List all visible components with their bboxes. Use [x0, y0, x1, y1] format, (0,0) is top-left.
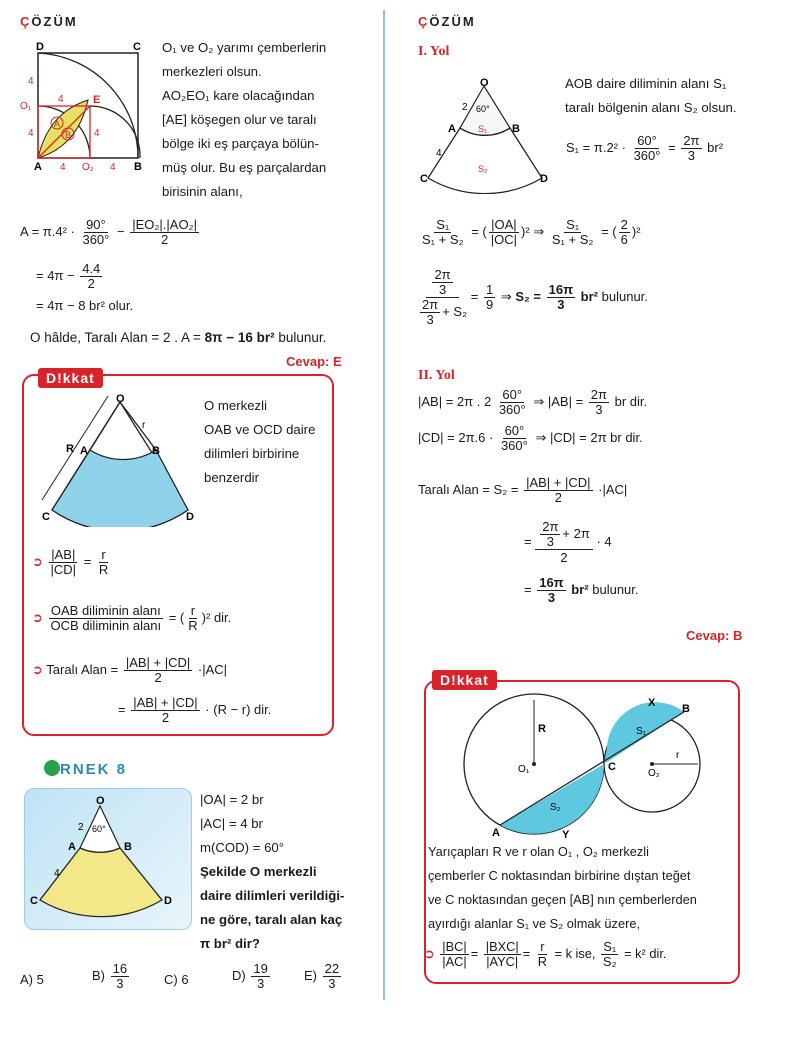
answer-option-e[interactable]	[304, 962, 343, 991]
option-label: E)	[304, 967, 317, 983]
circ-x: X	[648, 697, 656, 709]
frac-den: |CD|	[50, 562, 77, 577]
tarali-formula-2: = $\frac{2\pi}{3}$ + 2π 2 · 4	[524, 519, 612, 565]
fraction	[547, 283, 575, 312]
dik3-rest: ·|AC|	[197, 661, 228, 677]
frac-num: |AB| + |CD|	[125, 655, 191, 670]
bullet-arrow-icon: ➲	[32, 553, 43, 569]
s1-eq: S₁ = π.2² ·	[566, 139, 630, 155]
ab-lhs: |AB| = 2π . 2	[418, 393, 492, 409]
frac-den: 360°	[633, 148, 661, 163]
circ-s1: S₁	[636, 726, 647, 737]
frac-num: 2π	[422, 297, 439, 312]
frac-den: 2	[554, 490, 562, 505]
bullet-arrow-icon: ➲	[32, 609, 43, 625]
frac-num: |AB|	[51, 547, 76, 562]
ex-fig-o: O	[96, 795, 105, 807]
dik-fig-a: A	[80, 445, 88, 457]
frac-den: 3	[328, 976, 336, 991]
frac-den: 3	[116, 976, 124, 991]
fraction	[537, 576, 565, 605]
conclusion	[30, 330, 326, 345]
fig1-label-d: D	[36, 41, 44, 53]
frac-num: r	[101, 547, 106, 562]
square-semicircle-figure	[18, 38, 153, 173]
fig1-label-a: A	[34, 161, 42, 173]
frac-num: 90°	[86, 217, 106, 232]
compound-fraction	[418, 268, 467, 327]
answer-option-b[interactable]	[92, 962, 131, 991]
dikkat-tag-right: D!kkat	[432, 670, 497, 690]
fig1-label-e: E	[93, 94, 101, 106]
frac-den: 3	[547, 590, 556, 605]
frac-num: r	[540, 939, 545, 954]
fig1-label-c: C	[133, 41, 141, 53]
frac-den: S₁ + S₂	[551, 232, 594, 247]
fraction	[251, 962, 269, 991]
dikkat-tag-left: D!kkat	[38, 368, 103, 388]
method1-line: taralı bölgenin alanı S₂ olsun.	[565, 100, 737, 115]
ab-lhs2: |AB| =	[547, 393, 584, 409]
dik-fig-d: D	[186, 511, 194, 523]
ratio-formula-1: $\frac{\text{S₁}}{\text{S₁ + S₂}}$ = ( $\frac{|OA|}{|OC|}$ )² ⇒ $\frac{\text{S₁}}{\text{S₁ + S₂}}$ = ( $\frac{2}{6}$ )²	[422, 217, 641, 247]
fraction	[550, 218, 596, 247]
fraction	[681, 134, 701, 163]
s-fig-c: C	[420, 173, 428, 185]
sector-figure-dikkat	[38, 392, 208, 527]
frac-den: R	[188, 618, 198, 633]
cd-rest: |CD| = 2π br dir.	[550, 429, 643, 445]
implies-arrow: ⇒	[533, 223, 545, 239]
frac-den: R	[98, 562, 109, 577]
fraction	[497, 388, 528, 417]
circ-c: C	[608, 761, 616, 773]
dikkat-line: OAB ve OCD daire	[204, 422, 316, 437]
answer-option-c[interactable]	[164, 972, 189, 987]
intro-text	[162, 36, 362, 204]
frac-num: 4.4	[82, 261, 101, 276]
intro-line: birisinin alanı,	[162, 184, 243, 199]
fraction	[186, 604, 199, 633]
tarali-label: Taralı Alan =	[46, 661, 119, 677]
s-fig-60: 60°	[476, 104, 490, 114]
example-title	[44, 760, 127, 778]
unit: br²	[707, 139, 724, 155]
circ-small-r: r	[676, 750, 680, 761]
desc-line: ve C noktasından geçen [AB] nın çemberlerden	[428, 892, 697, 907]
s-fig-b: B	[512, 123, 520, 135]
dik-fig-c: C	[42, 511, 50, 523]
circ-y: Y	[562, 829, 570, 841]
s-fig-4: 4	[436, 148, 442, 159]
fraction	[130, 218, 199, 247]
arc-cd-line	[418, 424, 643, 453]
right-solution-header: ÇÖZÜM	[418, 14, 476, 29]
dikkat-line: dilimleri birbirine	[204, 446, 300, 461]
circ-o1: O₁	[518, 764, 530, 775]
frac-num: 2π	[590, 387, 607, 402]
tarali-formula-3: = $\frac{16\pi}{3}$ br² bulunur.	[524, 575, 639, 605]
intro-line: bölge iki eş parçaya bölün-	[162, 136, 319, 151]
fraction	[619, 218, 630, 247]
frac-den: 3	[256, 976, 265, 991]
end-text: bulunur.	[601, 288, 648, 304]
frac-den: 3	[438, 282, 447, 297]
implies-arrow: ⇒	[500, 288, 512, 304]
fraction	[484, 940, 521, 969]
frac-num: 2	[620, 217, 628, 232]
option-value: 5	[36, 972, 44, 987]
s1-formula	[566, 134, 723, 163]
tarali-rest: ·|AC|	[598, 481, 628, 497]
formula2-text: = 4π −	[36, 267, 79, 283]
arc-ab-line	[418, 388, 647, 417]
frac-num: |OA|	[491, 217, 517, 232]
frac-num: OAB diliminin alanı	[50, 603, 161, 618]
tarali-label: Taralı Alan = S₂ =	[418, 481, 519, 497]
fig1-label-o2: O₂	[82, 162, 94, 173]
dik2-rest: dir.	[213, 609, 232, 625]
frac-num: 2π	[434, 267, 451, 282]
ex-fig-2: 2	[78, 822, 84, 833]
frac-den: 3	[426, 312, 434, 327]
plus-2pi: + 2π	[562, 525, 590, 541]
question-line: Şekilde O merkezli	[200, 864, 317, 879]
conclusion-text: O hâlde, Taralı Alan = 2 . A =	[30, 330, 205, 345]
fraction	[80, 218, 111, 247]
circles-description	[428, 840, 733, 936]
ratio-formula-2	[418, 268, 648, 327]
frac-den: 360°	[82, 232, 110, 247]
example-sector-figure	[30, 792, 180, 922]
frac-den: 9	[485, 297, 494, 312]
given-line: |AC| = 4 br	[200, 816, 263, 831]
dikkat-rule-2: ➲ $\frac{\text{OAB diliminin alanı}}{\text{OCB diliminin alanı}}$ = ( $\frac{r}{R}$ )² dir.	[32, 603, 232, 633]
frac-num: 2π	[542, 519, 559, 534]
frac-den: |OC|	[490, 232, 518, 247]
dik4-rest: · (R − r) dir.	[205, 701, 272, 717]
intro-line: merkezleri olsun.	[162, 64, 262, 79]
area-formula-3: = 4π − 8 br² olur.	[36, 298, 134, 313]
fraction	[49, 548, 79, 577]
given-line: |OA| = 2 br	[200, 792, 264, 807]
s-fig-a: A	[448, 123, 456, 135]
sector-figure-solution	[420, 76, 555, 194]
fraction	[440, 940, 468, 969]
frac-num: |BXC|	[485, 939, 519, 954]
circ-r-label: R	[538, 723, 546, 735]
example-question	[200, 860, 380, 956]
option-value: 6	[181, 972, 189, 987]
desc-line: ayırdığı alanlar S₁ ve S₂ olmak üzere,	[428, 916, 640, 931]
intro-line: [AE] köşegen olur ve taralı	[162, 112, 317, 127]
fig1-len-6: 4	[110, 162, 116, 173]
frac-num: 16	[112, 961, 128, 976]
option-label: C)	[164, 972, 178, 987]
implies-arrow: ⇒	[533, 393, 545, 409]
column-divider	[383, 10, 385, 1000]
conclusion-end: bulunur.	[274, 330, 327, 345]
frac-num: 16π	[548, 282, 574, 297]
frac-den: 360°	[500, 438, 528, 453]
fraction	[484, 283, 495, 312]
fig1-len-3: 4	[58, 94, 64, 105]
frac-num: 2π	[683, 133, 700, 148]
fig1-len-4: 4	[94, 128, 100, 139]
frac-num: 22	[324, 961, 340, 976]
equals: =	[668, 139, 676, 155]
frac-den: |AC|	[442, 954, 467, 969]
dikkat-rule-4: = $\frac{|AB| + |CD|}{2}$ · (R − r) dir.	[118, 695, 272, 725]
s2-result: S₂ =	[515, 288, 545, 304]
frac-num: |EO₂|.|AO₂|	[132, 217, 197, 232]
s-fig-d: D	[540, 173, 548, 185]
dikkat-line: O merkezli	[204, 398, 268, 413]
fraction	[540, 520, 560, 549]
equals: =	[470, 288, 479, 304]
tarali2-rest: · 4	[596, 533, 612, 549]
ex-fig-a: A	[68, 841, 76, 853]
tangent-circles-figure	[452, 692, 732, 842]
bullet-arrow-icon: ➲	[32, 661, 43, 677]
circles-ratio-rule: ➲ $\frac{|BC|}{|AC|}$ = $\frac{\text{|BXC|}}{\text{|AYC|}}$ = $\frac{r}{R}$ = k ise, $\frac{\text{S₁}}{\text{S₂}}$ = k² dir.	[424, 939, 667, 969]
frac-num: 60°	[637, 133, 657, 148]
ex-fig-c: C	[30, 895, 38, 907]
fig1-region-a: A	[54, 119, 61, 129]
frac-den: 2	[160, 232, 169, 247]
fraction	[536, 940, 549, 969]
frac-den: 2	[87, 276, 95, 291]
answer-left: Cevap: E	[286, 354, 342, 369]
s-fig-s2: S₂	[478, 164, 488, 174]
frac-num: S₁	[436, 217, 450, 232]
fraction	[80, 262, 102, 291]
fig1-region-b: B	[65, 130, 72, 140]
frac-den: 3	[546, 534, 554, 549]
frac-den: 6	[620, 232, 628, 247]
dik-fig-r: r	[142, 420, 146, 431]
dik-fig-b: B	[152, 445, 160, 457]
method1-line: AOB daire diliminin alanı S₁	[565, 76, 727, 91]
circ-o2: O₂	[648, 768, 660, 779]
cd-lhs: |CD| = 2π.6 ·	[418, 429, 494, 445]
desc-line: çemberler C noktasından birbirine dıştan teğet	[428, 868, 691, 883]
question-line: ne göre, taralı alan kaç	[200, 912, 343, 927]
fraction	[49, 604, 164, 633]
fraction	[323, 962, 341, 991]
conclusion-result: 8π − 16 br²	[204, 330, 275, 345]
answer-option-a[interactable]	[20, 972, 44, 987]
frac-den: 3	[557, 297, 565, 312]
intro-line: O₁ ve O₂ yarımı çemberlerin	[162, 40, 327, 55]
circ-b: B	[682, 703, 690, 715]
area-formula-2	[36, 262, 104, 291]
fig1-len-2: 4	[28, 128, 34, 139]
frac-num: S₁	[566, 217, 580, 232]
example-given	[200, 788, 380, 860]
frac-num: 16π	[539, 575, 564, 590]
s-fig-o: O	[480, 77, 489, 89]
s-fig-s1: S₁	[478, 124, 488, 134]
intro-line: AO₂EO₁ kare olacağından	[162, 88, 315, 103]
fraction	[589, 388, 609, 417]
fig1-label-o1: O₁	[20, 101, 32, 112]
unit: br²	[580, 288, 599, 304]
frac-den: S₂	[603, 954, 617, 969]
frac-num: |AB| + |CD|	[526, 475, 591, 490]
dikkat-line: benzerdir	[204, 470, 259, 485]
fraction	[97, 548, 110, 577]
fig1-label-b: B	[134, 161, 142, 173]
example-title-text: RNEK 8	[60, 761, 128, 778]
fraction	[432, 268, 452, 297]
ex-fig-4: 4	[54, 868, 60, 879]
frac-den: R	[537, 954, 548, 969]
frac-num: r	[190, 603, 196, 618]
dik-fig-bigr: R	[66, 443, 74, 455]
question-line: daire dilimleri verildiği-	[200, 888, 345, 903]
frac-num: 60°	[504, 423, 525, 438]
frac-num: 60°	[502, 387, 523, 402]
fraction	[420, 218, 466, 247]
bullet-arrow-icon: ➲	[424, 945, 435, 961]
implies-arrow: ⇒	[535, 429, 547, 445]
frac-den: 360°	[498, 402, 526, 417]
method-2-title: II. Yol	[418, 368, 455, 383]
ex-fig-d: D	[164, 895, 172, 907]
frac-den: 2	[560, 550, 568, 565]
compound-fraction	[535, 520, 593, 565]
ex-fig-60: 60°	[92, 824, 106, 834]
frac-num: |BC|	[442, 939, 467, 954]
end-text: bulunur.	[592, 581, 639, 597]
s-fig-2: 2	[462, 102, 468, 113]
frac-den: 3	[687, 148, 696, 163]
dikkat-text-left	[204, 394, 324, 490]
rule-end: = k² dir.	[624, 945, 667, 961]
example-logo-icon	[44, 760, 60, 776]
method-1-title: I. Yol	[418, 44, 450, 59]
left-solution-header: ÇÖZÜM	[20, 14, 78, 29]
frac-num: 19	[253, 961, 268, 976]
answer-right: Cevap: B	[686, 628, 743, 643]
circ-s2: S₂	[550, 802, 561, 813]
desc-line: Yarıçapları R ve r olan O₁ , O₂ merkezli	[428, 844, 649, 859]
frac-num: S₁	[603, 939, 617, 954]
dikkat-rule-3	[32, 656, 227, 685]
frac-num: |AB| + |CD|	[133, 695, 198, 710]
method-1-text	[565, 72, 765, 120]
rule-mid: = k ise,	[554, 945, 596, 961]
frac-den: |AYC|	[486, 954, 519, 969]
formula1-text: A = π.4² ·	[20, 223, 79, 239]
fraction	[499, 424, 530, 453]
fraction	[524, 476, 592, 505]
frac-den: S₁ + S₂	[422, 232, 464, 247]
fraction	[601, 940, 619, 969]
fig1-len-1: 4	[28, 76, 34, 87]
dik-fig-o: O	[116, 393, 125, 405]
area-formula-1: A = π.4² · $\frac{90^\circ}{360^\circ}$ − $\frac{\text{|EO₂|.|AO₂|}}{2}$	[20, 217, 197, 247]
plus-s2: + S₂	[442, 303, 468, 319]
fraction	[124, 656, 192, 685]
tarali-formula-1	[418, 476, 627, 505]
frac-den: 3	[595, 402, 603, 417]
frac-den: OCB diliminin alanı	[50, 618, 162, 633]
circ-a: A	[492, 827, 500, 839]
option-label: D)	[232, 967, 246, 983]
fig1-len-5: 4	[60, 162, 66, 173]
fraction	[420, 298, 440, 327]
option-label: A)	[20, 972, 33, 987]
frac-den: 2	[161, 710, 170, 725]
given-line: m(COD) = 60°	[200, 840, 285, 855]
fraction	[632, 134, 663, 163]
frac-num: 1	[485, 282, 494, 297]
answer-option-d[interactable]	[232, 962, 272, 991]
ex-fig-b: B	[124, 841, 132, 853]
question-line: π br² dir?	[200, 936, 260, 951]
ab-end: br dir.	[614, 393, 648, 409]
intro-line: müş olur. Bu eş parçalardan	[162, 160, 327, 175]
equals: =	[83, 553, 92, 569]
fraction	[131, 696, 199, 725]
option-label: B)	[92, 967, 105, 983]
frac-den: 2	[154, 670, 162, 685]
dikkat-rule-1	[32, 548, 112, 577]
fraction	[489, 218, 519, 247]
fraction	[111, 962, 129, 991]
unit: br²	[571, 581, 589, 597]
